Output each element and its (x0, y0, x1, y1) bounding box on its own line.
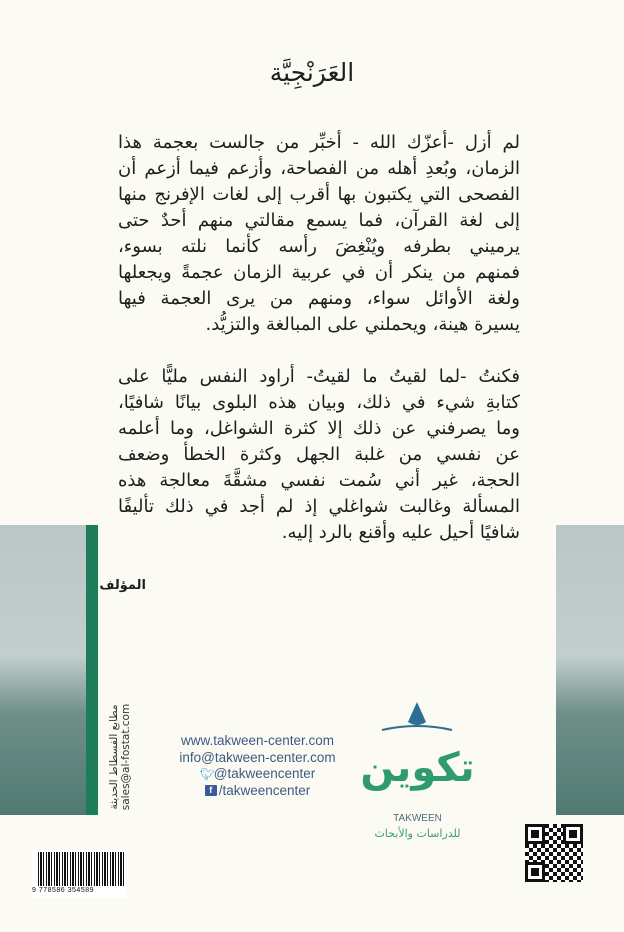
qr-code[interactable] (525, 824, 583, 882)
barcode-number: 9 778586 354589 (32, 887, 94, 894)
twitter-text: @takweencenter (213, 766, 316, 781)
text-line: وما يصرفني عن ذلك إلا كثرة الشواغل، وما أعلمه (118, 418, 520, 439)
twitter-icon: 🐦︎ (199, 766, 215, 781)
logo-tagline: للدراسات والأبحاث (374, 827, 461, 840)
text-line: فمنهم من ينكر أن في عربية الزمان عجمةً ويجعلها (118, 262, 520, 283)
blurb-paragraph-2 (118, 364, 520, 546)
pen-nib-icon (360, 700, 475, 740)
text-line: إلى لغة القرآن، فما يسمع مقالتي منهم أحدٌ حتى (118, 210, 520, 231)
book-title: العَرَنْجِيَّة (269, 58, 355, 87)
text-line: كتابةِ شيء في ذلك، وبيان هذه البلوى بيانًا شافيًا، (118, 392, 520, 413)
printer-info (108, 687, 132, 827)
website-link[interactable]: www.takween-center.com (180, 733, 335, 748)
publisher-contacts (165, 733, 350, 799)
text-line: المسألة وغالبت شواغلي إذ لم أجد في ذلك تأليفًا (118, 496, 520, 517)
cover-photo-right (556, 525, 624, 815)
text-line: لم أزل -أعزّك الله - أخبِّر من جالست بعجمة هذا (118, 132, 520, 153)
facebook-handle[interactable] (165, 783, 350, 800)
cover-photo-left (0, 525, 86, 815)
text-line: فكنتُ -لما لقيتُ ما لقيتُ- أراود النفس مليًّا على (118, 366, 520, 387)
author-signature: المؤلف (99, 578, 146, 593)
text-line: عن نفسي من غلبة الجهل وكثرة الخطأ وضعف (118, 444, 520, 465)
twitter-handle[interactable] (165, 766, 350, 783)
takween-logo (360, 700, 475, 840)
logo-name-en: TAKWEEN (393, 813, 442, 824)
printer-email: sales@al-fostat.com (120, 703, 132, 811)
facebook-text: /takweencenter (218, 782, 311, 798)
email-link[interactable]: info@takween-center.com (179, 749, 336, 765)
facebook-icon: f (205, 785, 217, 796)
blurb-paragraph-1 (118, 130, 520, 338)
text-line: يسيرة هينة، ويحملني على المبالغة والتزيُّد. (205, 314, 520, 335)
text-line: ولغة الأوائل سواء، ومنهم من يرى العجمة فيها (118, 288, 520, 309)
text-line: الزمان، وبُعدِ أهله من الفصاحة، وأزعم فيما أزعم أن (118, 158, 520, 179)
text-line: شافيًا أحيل عليه وأقنع بالرد إليه. (281, 522, 520, 543)
printer-name: مطابع الفسطاط الحديثة (108, 704, 120, 810)
text-line: الفصحى التي يكتبون بها أقرب إلى لغات الإفرنج منها (118, 184, 520, 205)
green-accent-bar (86, 525, 98, 815)
logo-mark: تكوين (360, 745, 475, 791)
text-line: يرميني بطرفه ويُنْغِضَ رأسه كأنما نلته بسوء، (118, 236, 520, 257)
text-line: الحجة، غير أني سُمت نفسي مشقَّةَ معالجة هذه (118, 470, 520, 491)
barcode-bars (38, 852, 124, 886)
isbn-barcode (32, 850, 126, 898)
